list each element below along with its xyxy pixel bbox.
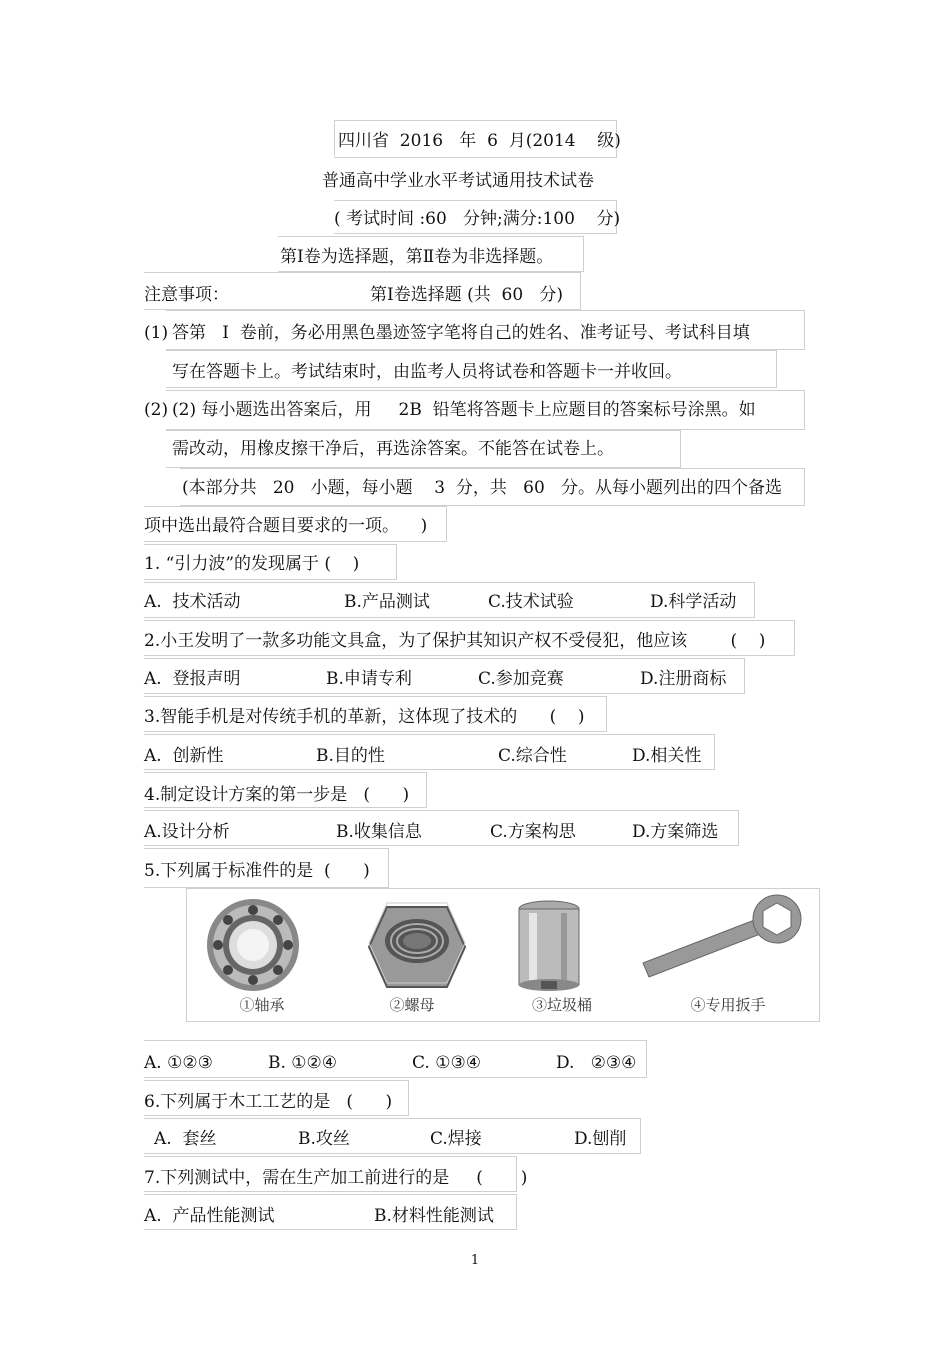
figure-item-wrench — [637, 889, 819, 1021]
question-4-option-d: D.方案筛选 — [632, 822, 719, 842]
question-4-option-a: A.设计分析 — [144, 822, 230, 842]
question-3-option-b: B.目的性 — [316, 746, 385, 766]
notice-label: 注意事项： — [144, 285, 229, 305]
question-4-option-c: C.方案构思 — [490, 822, 576, 842]
question-6-option-d: D.刨削 — [574, 1129, 627, 1149]
exam-time-info: ( 考试时间 :60 分钟;满分:100 分) — [334, 209, 621, 229]
question-1-option-a: A. 技术活动 — [144, 592, 241, 612]
question-1-stem: 1. “引力波”的发现属于 ( ) — [144, 554, 360, 574]
question-3-stem: 3.智能手机是对传统手机的革新，这体现了技术的 ( ) — [144, 707, 585, 727]
frame-line — [334, 120, 335, 156]
exam-title-line1: 四川省 2016 年 6 月(2014 级) — [338, 131, 621, 151]
notice-item2-line2: 需改动，用橡皮擦干净后，再选涂答案。不能答在试卷上。 — [172, 439, 614, 459]
question-1-option-d: D.科学活动 — [650, 592, 737, 612]
question-6-option-c: C.焊接 — [430, 1129, 482, 1149]
exam-title-line2: 普通高中学业水平考试通用技术试卷 — [322, 171, 594, 191]
notice-item1-line2: 写在答题卡上。考试结束时，由监考人员将试卷和答题卡一并收回。 — [172, 362, 682, 382]
page-number: 1 — [470, 1253, 480, 1268]
question-4-option-b: B.收集信息 — [336, 822, 422, 842]
question-2-option-a: A. 登报声明 — [144, 669, 241, 689]
figure-caption-nut: ②螺母 — [389, 996, 435, 1014]
question-3-option-d: D.相关性 — [632, 746, 702, 766]
part-instructions-line2: 项中选出最符合题目要求的一项。 ) — [144, 516, 428, 536]
question-4-stem: 4.制定设计方案的第一步是 ( ) — [144, 785, 410, 805]
question-6-option-b: B.攻丝 — [298, 1129, 350, 1149]
notice-item1-num: (1) — [144, 323, 169, 343]
frame-box — [144, 734, 715, 770]
question-2-stem: 2.小王发明了一款多功能文具盒，为了保护其知识产权不受侵犯，他应该 ( ) — [144, 631, 766, 651]
question-5-option-b: B. ①②④ — [268, 1053, 338, 1073]
frame-box — [144, 1118, 641, 1154]
question-5-option-a: A. ①②③ — [144, 1053, 213, 1073]
question-7-option-a: A. 产品性能测试 — [144, 1206, 275, 1226]
notice-item2-line1: (2) 每小题选出答案后，用 2B 铅笔将答题卡上应题目的答案标号涂黑。如 — [172, 400, 756, 420]
figure-caption-wrench: ④专用扳手 — [690, 996, 766, 1014]
question-2-option-c: C.参加竞赛 — [478, 669, 564, 689]
question-2-option-d: D.注册商标 — [640, 669, 727, 689]
question-7-option-b: B.材料性能测试 — [374, 1206, 494, 1226]
figure-caption-bearing: ①轴承 — [239, 996, 285, 1014]
question-1-option-b: B.产品测试 — [344, 592, 430, 612]
figure-caption-trash-can: ③垃圾桶 — [531, 996, 592, 1014]
question-3-option-c: C.综合性 — [498, 746, 567, 766]
notice-item2-num: (2) — [144, 400, 169, 420]
figure-item-bearing — [187, 889, 337, 1021]
question-1-option-c: C.技术试验 — [488, 592, 574, 612]
question-5-option-c: C. ①③④ — [412, 1053, 481, 1073]
part-instructions-line1: (本部分共 20 小题，每小题 3 分，共 60 分。从每小题列出的四个备选 — [182, 478, 782, 498]
standard-parts-figure — [186, 888, 820, 1022]
section-title: 第Ⅰ卷选择题 (共 60 分) — [370, 285, 564, 305]
question-6-stem: 6.下列属于木工工艺的是 ( ) — [144, 1092, 393, 1112]
question-5-stem: 5.下列属于标准件的是 ( ) — [144, 861, 370, 881]
notice-item1-line1: 答第 Ⅰ 卷前，务必用黑色墨迹签字笔将自己的姓名、准考证号、考试科目填 — [172, 323, 750, 343]
question-3-option-a: A. 创新性 — [144, 746, 224, 766]
question-6-option-a: A. 套丝 — [154, 1129, 217, 1149]
exam-structure-note: 第Ⅰ卷为选择题，第Ⅱ卷为非选择题。 — [280, 247, 554, 267]
question-2-option-b: B.申请专利 — [326, 669, 412, 689]
question-5-option-d: D. ②③④ — [556, 1053, 637, 1073]
question-7-stem: 7.下列测试中，需在生产加工前进行的是 ( ) — [144, 1168, 528, 1188]
figure-item-nut — [337, 889, 487, 1021]
figure-item-trash-can — [487, 889, 637, 1021]
